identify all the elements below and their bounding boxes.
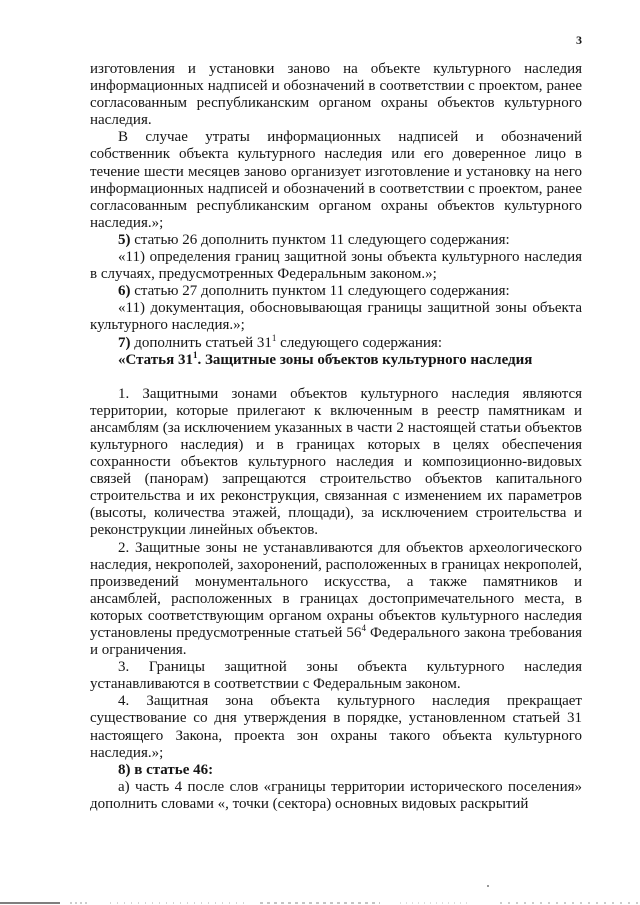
article-heading bbox=[90, 349, 582, 369]
item-7-superscript: 1 bbox=[271, 332, 277, 343]
page-number: 3 bbox=[576, 33, 582, 47]
blank-line bbox=[90, 369, 582, 386]
item-8-a: а) часть 4 после слов «границы территории исторического поселения» дополнить словами «, точки (сектора) основных видовых раскрытий bbox=[90, 778, 582, 812]
clause-1: 1. Защитными зонами объектов культурного наследия являются территории, которые прилегают к включенным в реестр памятникам и ансамблям (за исключением указанных в части 2 настоящей статьи объектов культурного наследия) и в границах которых в целях обеспечения сохранности объектов культурного наследия и композиционно-видовых связей (панорам) запрещаются строительство объектов капитального строительства и их реконструкция, связанная с изменением их параметров (высоты, количества этажей, площади), за исключением строительства и реконструкции линейных объектов. bbox=[90, 385, 582, 539]
clause-2-superscript: 4 bbox=[361, 623, 366, 633]
clause-4: 4. Защитная зона объекта культурного наследия прекращает существование со дня утверждения в порядке, установленном статьей 31 настоящего Закона, проекта зон охраны такого объекта культурного наследия.»; bbox=[90, 693, 582, 761]
scan-edge-noise bbox=[0, 899, 640, 905]
item-6-number: 6) bbox=[118, 283, 131, 300]
article-heading-superscript: 1 bbox=[192, 349, 198, 360]
paragraph-continuation: изготовления и установки заново на объекте культурного наследия информационных надписей и обозначений в соответствии с проектом, ранее согласованным республиканским органом охраны объектов культурного наследия. bbox=[90, 61, 582, 129]
item-7-text-a: дополнить статьей 31 bbox=[130, 334, 272, 351]
clause-2-text-b: Федерального закона требования и ограничения. bbox=[90, 625, 582, 659]
article-heading-b: . Защитные зоны объектов культурного наследия bbox=[197, 351, 533, 368]
item-5-text: статью 26 дополнить пунктом 11 следующего содержания: bbox=[130, 231, 510, 248]
item-7-number: 7) bbox=[118, 334, 131, 351]
item-5-quote: «11) определения границ защитной зоны объекта культурного наследия в случаях, предусмотренных Федеральным законом.»; bbox=[90, 249, 582, 283]
clause-3: 3. Границы защитной зоны объекта культурного наследия устанавливаются в соответствии с Федеральным законом. bbox=[90, 659, 582, 693]
item-5-number: 5) bbox=[118, 231, 131, 248]
item-6-quote: «11) документация, обосновывающая границы защитной зоны объекта культурного наследия.»; bbox=[90, 300, 582, 334]
scan-speck bbox=[487, 885, 489, 887]
document-body bbox=[90, 61, 582, 813]
article-heading-a: «Статья 31 bbox=[118, 351, 193, 368]
item-7-text-b: следующего содержания: bbox=[276, 334, 442, 351]
clause-2-text-a: 2. Защитные зоны не устанавливаются для объектов археологического наследия, некрополей, захоронений, расположенных в границах некрополей, произведений монументального искусства, а также памятников и ансамблей, расположенных в границах достопримечательного места, в которых соответствующим органом охраны объектов культурного наследия установлены предусмотренные статьей 56 bbox=[90, 539, 582, 641]
clause-2 bbox=[90, 540, 582, 660]
item-7 bbox=[90, 332, 582, 352]
item-8-heading: 8) в статье 46: bbox=[118, 761, 214, 778]
item-6-text: статью 27 дополнить пунктом 11 следующего содержания: bbox=[130, 283, 510, 300]
item-6 bbox=[90, 283, 582, 300]
paragraph-loss-of-signs: В случае утраты информационных надписей и обозначений собственник объекта культурного наследия или его доверенное лицо в течение шести месяцев заново организует изготовление и установку на него информационных надписей и обозначений в соответствии с проектом, ранее согласованным республиканским органом охраны объектов культурного наследия.»; bbox=[90, 129, 582, 231]
item-5 bbox=[90, 232, 582, 249]
